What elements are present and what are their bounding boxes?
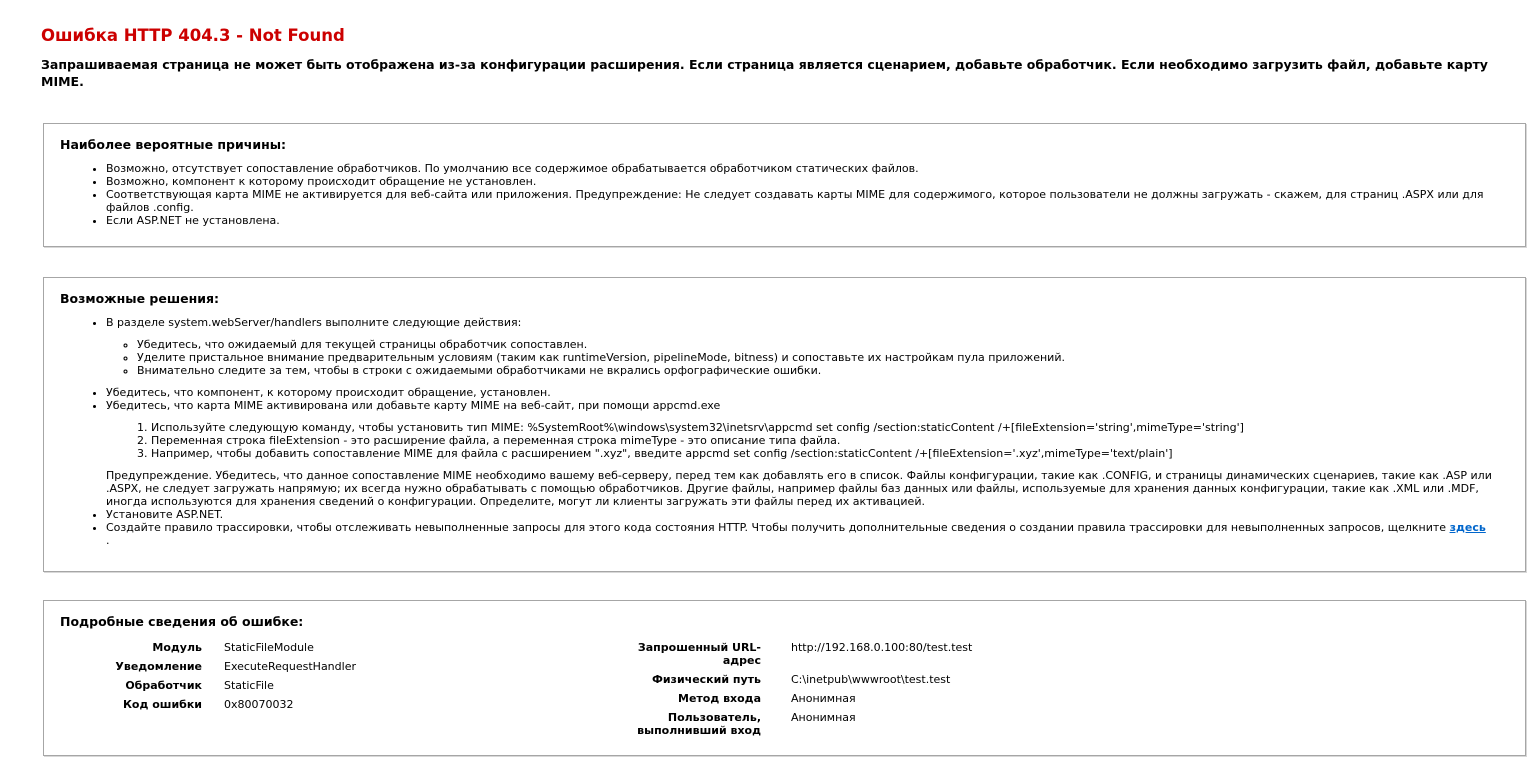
error-header: [41, 26, 1511, 90]
possible-solutions-section: [43, 277, 1526, 572]
cause-item: • Если ASP.NET не установлена.: [106, 214, 1506, 227]
likely-causes-list: [106, 162, 1506, 227]
solutions-list: [106, 316, 1516, 547]
detail-row: [104, 679, 356, 698]
detail-value: ExecuteRequestHandler: [224, 660, 356, 673]
detail-label: Код ошибки: [122, 698, 202, 711]
possible-solutions-heading: Возможные решения:: [60, 291, 219, 306]
detail-row: [600, 692, 972, 711]
detail-row: [104, 698, 356, 717]
trace-rule-link[interactable]: здесь: [1449, 521, 1486, 534]
cause-item: • Возможно, компонент к которому происходит обращение не установлен.: [106, 175, 1506, 188]
likely-causes-heading: Наиболее вероятные причины:: [60, 137, 287, 152]
detail-label: Метод входа: [678, 692, 761, 705]
detail-value: http://192.168.0.100:80/test.test: [791, 641, 973, 654]
mime-step-item: 2. Переменная строка fileExtension - это расширение файла, а переменная строка mimeType - это описание типа файла.: [151, 434, 1516, 447]
page-title: Ошибка HTTP 404.3 - Not Found: [41, 26, 345, 45]
solution-item: • Убедитесь, что компонент, к которому происходит обращение, установлен.: [106, 386, 1516, 399]
mime-warning-text: Предупреждение. Убедитесь, что данное сопоставление MIME необходимо вашему веб-серверу, перед тем как добавлять его в список. Файлы конфигурации, такие как .CONFIG, и страницы динамических сценариев, такие как .ASP или .ASPX, не следует загружать напрямую; их всегда нужно обрабатывать с помощью обработчиков. Другие файлы, например файлы баз данных или файлы, используемые для хранения данных конфигурации, такие как .XML или .MDF, иногда используются для хранения сведений о конфигурации. Определите, могут ли клиенты загружать эти файлы перед их активацией.: [106, 469, 1492, 508]
detail-row: [600, 711, 972, 737]
detail-label: Запрошенный URL-адрес: [637, 641, 761, 667]
solution-item-text: В разделе system.webServer/handlers выполните следующие действия:: [106, 316, 522, 329]
cause-item: • Возможно, отсутствует сопоставление обработчиков. По умолчанию все содержимое обрабатывается обработчиком статических файлов.: [106, 162, 1506, 175]
detail-row: [104, 641, 356, 660]
detail-label: Пользователь, выполнивший вход: [637, 711, 761, 737]
likely-causes-section: [43, 123, 1526, 247]
solution-item: [106, 521, 1516, 547]
mime-step-item: 3. Например, чтобы добавить сопоставление MIME для файла с расширением ".xyz", введите appcmd set config /section:staticContent /+[fileExtension='.xyz',mimeType='text/plain']: [151, 447, 1516, 460]
detail-value: StaticFileModule: [224, 641, 314, 654]
trace-rule-text: Создайте правило трассировки, чтобы отслеживать невыполненные запросы для этого кода состояния HTTP. Чтобы получить дополнительные сведения о создании правила трассировки для невыполненных запросов, щелкните: [106, 521, 1450, 534]
solution-item: [106, 399, 1516, 508]
handler-check-item: ◦ Уделите пристальное внимание предварительным условиям (таким как runtimeVersion, pipelineMode, bitness) и сопоставьте их настройкам пула приложений.: [137, 351, 1516, 364]
detail-value: Анонимная: [791, 711, 856, 724]
detail-value: 0x80070032: [224, 698, 294, 711]
error-details-heading: Подробные сведения об ошибке:: [60, 614, 304, 629]
detail-label: Уведомление: [115, 660, 202, 673]
handler-check-item: ◦ Убедитесь, что ожидаемый для текущей страницы обработчик сопоставлен.: [137, 338, 1516, 351]
detail-label: Обработчик: [125, 679, 202, 692]
detail-value: Анонимная: [791, 692, 856, 705]
detail-row: [600, 641, 972, 673]
detail-row: [104, 660, 356, 679]
trace-rule-end: .: [106, 534, 110, 547]
cause-item: • Соответствующая карта MIME не активируется для веб-сайта или приложения. Предупреждение: Не следует создавать карты MIME для содержимого, которое пользователи не должны загружать - скажем, для страниц .ASPX или для файлов .config.: [106, 188, 1506, 214]
detail-value: StaticFile: [224, 679, 274, 692]
details-table-left: [104, 641, 356, 717]
detail-value: C:\inetpub\wwwroot\test.test: [791, 673, 951, 686]
detail-label: Физический путь: [651, 673, 761, 686]
error-details-section: [43, 600, 1526, 756]
solution-item: • Установите ASP.NET.: [106, 508, 1516, 521]
page-subtitle: Запрашиваемая страница не может быть отображена из-за конфигурации расширения. Если страница является сценарием, добавьте обработчик. Если необходимо загрузить файл, добавьте карту MIME.: [41, 57, 1488, 89]
mime-steps-list: [151, 421, 1516, 460]
detail-label: Модуль: [152, 641, 202, 654]
handler-checks-list: [137, 338, 1516, 377]
details-table-right: [600, 641, 972, 737]
detail-row: [600, 673, 972, 692]
handler-check-item: ◦ Внимательно следите за тем, чтобы в строки с ожидаемыми обработчиками не вкрались орфографические ошибки.: [137, 364, 1516, 377]
solution-item-text: Убедитесь, что карта MIME активирована или добавьте карту MIME на веб-сайт, при помощи appcmd.exe: [106, 399, 721, 412]
mime-step-item: 1. Используйте следующую команду, чтобы установить тип MIME: %SystemRoot%\windows\system32\inetsrv\appcmd set config /section:staticContent /+[fileExtension='string',mimeType='string']: [151, 421, 1516, 434]
solution-item: [106, 316, 1516, 377]
